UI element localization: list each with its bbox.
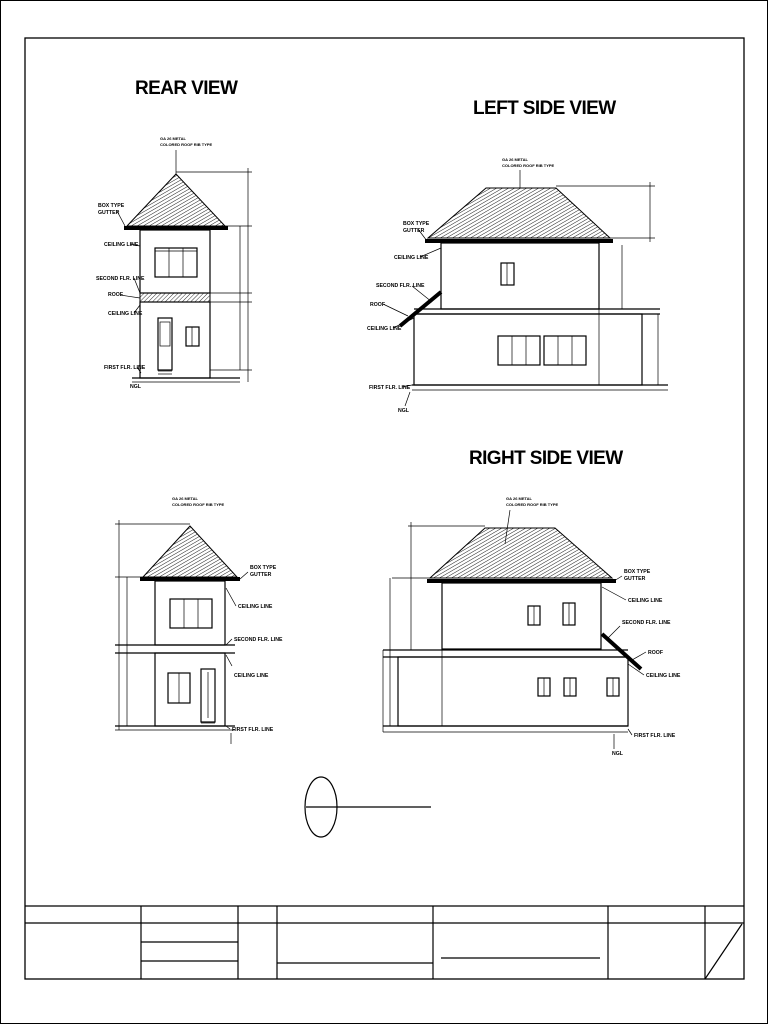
annotation-label: GUTTER <box>624 576 646 582</box>
annotation-label: FIRST FLR. LINE <box>232 727 274 733</box>
annotation-label: ROOF <box>108 292 123 298</box>
annotation-label: GA 26 METAL <box>172 496 199 501</box>
annotation-label: GUTTER <box>250 572 272 578</box>
annotation-label: BOX TYPE <box>250 565 277 571</box>
roof-note-2: COLORED ROOF RIB TYPE <box>160 142 213 147</box>
annotation-label: SECOND FLR. LINE <box>376 283 425 289</box>
annotation-label: SECOND FLR. LINE <box>234 637 283 643</box>
annotation-label: ROOF <box>370 302 385 308</box>
annotation-label: BOX TYPE <box>624 569 651 575</box>
annotation-label: GA 26 METAL <box>506 496 533 501</box>
rear-view <box>96 78 252 390</box>
right-view-title: RIGHT SIDE VIEW <box>469 448 623 469</box>
title-block <box>25 906 744 979</box>
rear-view-title: REAR VIEW <box>135 78 238 99</box>
left-view-title: LEFT SIDE VIEW <box>473 98 616 119</box>
annotation-label: CEILING LINE <box>238 604 273 610</box>
annotation-label: NGL <box>398 408 409 414</box>
annotation-label: BOX TYPE <box>98 203 125 209</box>
annotation-label: CEILING LINE <box>646 673 681 679</box>
roof <box>143 526 237 577</box>
sheet-border <box>25 38 744 979</box>
left-side-view <box>367 98 668 414</box>
annotation-label: CEILING LINE <box>394 255 429 261</box>
annotation-label: FIRST FLR. LINE <box>104 365 146 371</box>
annotation-label: COLORED ROOF RIB TYPE <box>502 163 555 168</box>
roof <box>430 528 612 578</box>
annotation-label: FIRST FLR. LINE <box>369 385 411 391</box>
annotation-label: CEILING LINE <box>104 242 139 248</box>
annotation-label: CEILING LINE <box>234 673 269 679</box>
roof <box>428 188 610 238</box>
annotation-label: SECOND FLR. LINE <box>622 620 671 626</box>
front-view <box>115 496 283 744</box>
annotation-label: ROOF <box>648 650 663 656</box>
annotation-label: NGL <box>612 751 623 757</box>
annotation-label: CEILING LINE <box>628 598 663 604</box>
annotation-label: FIRST FLR. LINE <box>634 733 676 739</box>
annotation-label: SECOND FLR. LINE <box>96 276 145 282</box>
annotation-label: CEILING LINE <box>367 326 402 332</box>
annotation-label: COLORED ROOF RIB TYPE <box>172 502 225 507</box>
page-edge <box>1 1 768 1024</box>
roof-note-1: GA 26 METAL <box>160 136 187 141</box>
annotation-label: COLORED ROOF RIB TYPE <box>506 502 559 507</box>
annotation-label: GUTTER <box>98 210 120 216</box>
view-marker <box>305 777 431 837</box>
annotation-label: CEILING LINE <box>108 311 143 317</box>
right-side-view <box>383 448 681 757</box>
annotation-label: BOX TYPE <box>403 221 430 227</box>
annotation-label: GA 26 METAL <box>502 157 529 162</box>
roof <box>127 174 225 226</box>
annotation-label: GUTTER <box>403 228 425 234</box>
annotation-label: NGL <box>130 384 141 390</box>
